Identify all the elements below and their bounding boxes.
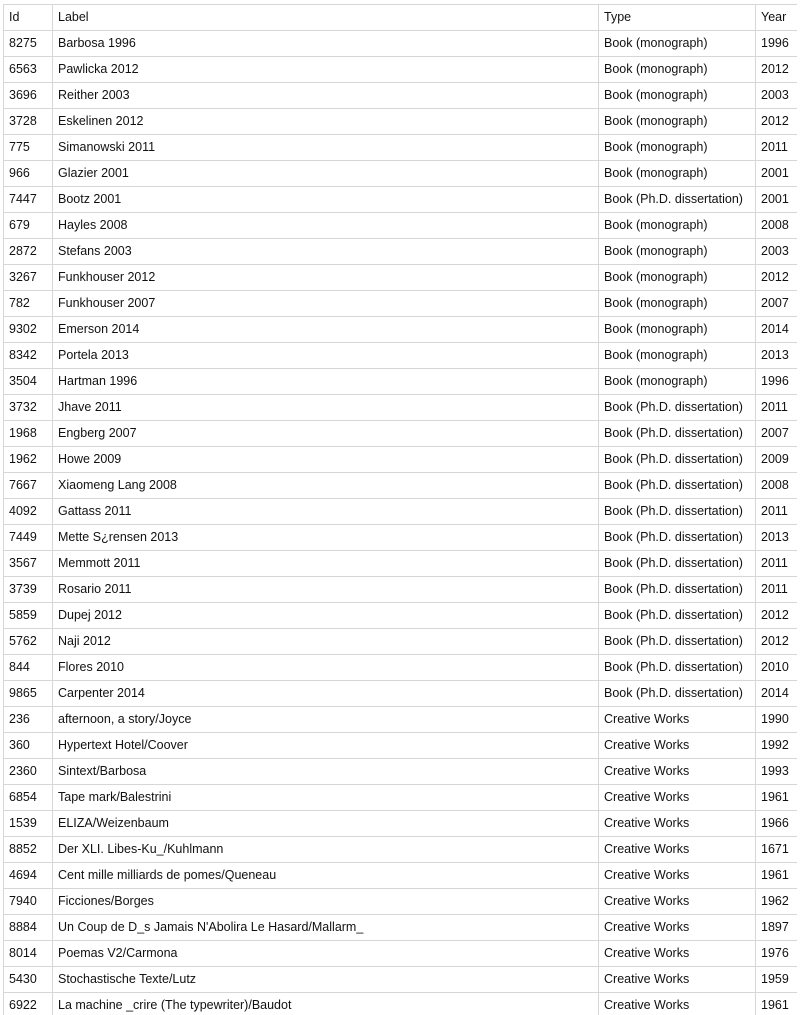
cell-id: 2872 (4, 239, 53, 265)
cell-year: 1959 (756, 967, 798, 993)
cell-type: Book (Ph.D. dissertation) (599, 187, 756, 213)
column-header-type[interactable]: Type (599, 5, 756, 31)
cell-year: 2012 (756, 57, 798, 83)
table-row[interactable] (4, 135, 798, 161)
cell-id: 6854 (4, 785, 53, 811)
cell-year: 1671 (756, 837, 798, 863)
cell-label: Naji 2012 (53, 629, 599, 655)
cell-year: 1990 (756, 707, 798, 733)
table-row[interactable] (4, 629, 798, 655)
cell-type: Creative Works (599, 759, 756, 785)
cell-id: 4092 (4, 499, 53, 525)
table-row[interactable] (4, 941, 798, 967)
cell-year: 1961 (756, 993, 798, 1015)
table-row[interactable] (4, 733, 798, 759)
cell-label: Cent mille milliards de pomes/Queneau (53, 863, 599, 889)
table-row[interactable] (4, 317, 798, 343)
cell-year: 2011 (756, 551, 798, 577)
cell-type: Book (monograph) (599, 213, 756, 239)
cell-type: Creative Works (599, 837, 756, 863)
cell-type: Book (monograph) (599, 317, 756, 343)
table-row[interactable] (4, 57, 798, 83)
table-row[interactable] (4, 369, 798, 395)
table-row[interactable] (4, 785, 798, 811)
column-header-id[interactable]: Id (4, 5, 53, 31)
cell-label: Engberg 2007 (53, 421, 599, 447)
cell-label: Emerson 2014 (53, 317, 599, 343)
cell-year: 2003 (756, 83, 798, 109)
cell-type: Book (Ph.D. dissertation) (599, 603, 756, 629)
cell-type: Book (monograph) (599, 239, 756, 265)
cell-year: 2009 (756, 447, 798, 473)
cell-id: 3732 (4, 395, 53, 421)
data-table (3, 4, 797, 1015)
cell-type: Book (monograph) (599, 161, 756, 187)
table-row[interactable] (4, 993, 798, 1015)
table-row[interactable] (4, 863, 798, 889)
cell-label: Reither 2003 (53, 83, 599, 109)
cell-id: 5762 (4, 629, 53, 655)
cell-label: Simanowski 2011 (53, 135, 599, 161)
cell-year: 2013 (756, 343, 798, 369)
cell-year: 2001 (756, 161, 798, 187)
cell-year: 1992 (756, 733, 798, 759)
cell-year: 2011 (756, 499, 798, 525)
cell-type: Book (Ph.D. dissertation) (599, 655, 756, 681)
cell-type: Creative Works (599, 915, 756, 941)
cell-id: 8014 (4, 941, 53, 967)
cell-year: 2014 (756, 681, 798, 707)
cell-id: 3504 (4, 369, 53, 395)
cell-label: Glazier 2001 (53, 161, 599, 187)
cell-label: Hypertext Hotel/Coover (53, 733, 599, 759)
table-row[interactable] (4, 447, 798, 473)
cell-year: 2014 (756, 317, 798, 343)
cell-type: Book (monograph) (599, 109, 756, 135)
cell-id: 966 (4, 161, 53, 187)
cell-label: Bootz 2001 (53, 187, 599, 213)
cell-label: Poemas V2/Carmona (53, 941, 599, 967)
cell-id: 7667 (4, 473, 53, 499)
cell-year: 1962 (756, 889, 798, 915)
cell-year: 2012 (756, 265, 798, 291)
cell-type: Book (Ph.D. dissertation) (599, 551, 756, 577)
cell-label: Portela 2013 (53, 343, 599, 369)
cell-type: Book (Ph.D. dissertation) (599, 577, 756, 603)
cell-type: Creative Works (599, 733, 756, 759)
cell-type: Book (monograph) (599, 343, 756, 369)
cell-type: Creative Works (599, 889, 756, 915)
cell-year: 1976 (756, 941, 798, 967)
cell-year: 2012 (756, 109, 798, 135)
table-header-row (4, 5, 798, 31)
table-row[interactable] (4, 395, 798, 421)
cell-year: 2012 (756, 603, 798, 629)
cell-type: Creative Works (599, 967, 756, 993)
cell-type: Creative Works (599, 941, 756, 967)
table-row[interactable] (4, 421, 798, 447)
cell-year: 2010 (756, 655, 798, 681)
table-row[interactable] (4, 889, 798, 915)
cell-type: Book (monograph) (599, 57, 756, 83)
cell-id: 4694 (4, 863, 53, 889)
cell-id: 3728 (4, 109, 53, 135)
cell-id: 1539 (4, 811, 53, 837)
cell-id: 9302 (4, 317, 53, 343)
cell-type: Book (monograph) (599, 291, 756, 317)
table-row[interactable] (4, 915, 798, 941)
cell-id: 1962 (4, 447, 53, 473)
cell-label: Hartman 1996 (53, 369, 599, 395)
cell-year: 1961 (756, 863, 798, 889)
cell-id: 8275 (4, 31, 53, 57)
cell-label: Der XLI. Libes-Ku_/Kuhlmann (53, 837, 599, 863)
table-row[interactable] (4, 213, 798, 239)
cell-id: 6563 (4, 57, 53, 83)
table-body (4, 31, 798, 1015)
table-row[interactable] (4, 83, 798, 109)
table-row[interactable] (4, 837, 798, 863)
cell-id: 7940 (4, 889, 53, 915)
cell-year: 1996 (756, 369, 798, 395)
cell-type: Book (Ph.D. dissertation) (599, 395, 756, 421)
cell-year: 2008 (756, 473, 798, 499)
cell-label: Howe 2009 (53, 447, 599, 473)
table-row[interactable] (4, 967, 798, 993)
cell-label: Mette S¿rensen 2013 (53, 525, 599, 551)
cell-id: 9865 (4, 681, 53, 707)
cell-type: Book (monograph) (599, 265, 756, 291)
cell-id: 5859 (4, 603, 53, 629)
cell-year: 2007 (756, 291, 798, 317)
cell-label: Flores 2010 (53, 655, 599, 681)
table-row[interactable] (4, 161, 798, 187)
cell-label: Gattass 2011 (53, 499, 599, 525)
cell-year: 2008 (756, 213, 798, 239)
cell-label: Tape mark/Balestrini (53, 785, 599, 811)
cell-label: Carpenter 2014 (53, 681, 599, 707)
cell-type: Book (Ph.D. dissertation) (599, 473, 756, 499)
cell-type: Creative Works (599, 785, 756, 811)
cell-year: 2011 (756, 395, 798, 421)
cell-type: Book (Ph.D. dissertation) (599, 447, 756, 473)
cell-type: Book (monograph) (599, 83, 756, 109)
cell-id: 1968 (4, 421, 53, 447)
cell-id: 360 (4, 733, 53, 759)
cell-id: 8884 (4, 915, 53, 941)
cell-label: ELIZA/Weizenbaum (53, 811, 599, 837)
cell-label: Un Coup de D_s Jamais N'Abolira Le Hasard/Mallarm_ (53, 915, 599, 941)
cell-id: 7447 (4, 187, 53, 213)
table-row[interactable] (4, 603, 798, 629)
cell-year: 1993 (756, 759, 798, 785)
table-row[interactable] (4, 499, 798, 525)
cell-label: Memmott 2011 (53, 551, 599, 577)
table-row[interactable] (4, 31, 798, 57)
cell-year: 2012 (756, 629, 798, 655)
cell-label: La machine _crire (The typewriter)/Baudot (53, 993, 599, 1015)
cell-label: Pawlicka 2012 (53, 57, 599, 83)
cell-type: Creative Works (599, 707, 756, 733)
cell-type: Creative Works (599, 811, 756, 837)
cell-type: Creative Works (599, 863, 756, 889)
table-row[interactable] (4, 473, 798, 499)
cell-label: Xiaomeng Lang 2008 (53, 473, 599, 499)
table-row[interactable] (4, 291, 798, 317)
cell-label: Eskelinen 2012 (53, 109, 599, 135)
cell-id: 844 (4, 655, 53, 681)
column-header-year[interactable]: Year (756, 5, 798, 31)
cell-id: 7449 (4, 525, 53, 551)
table-row[interactable] (4, 655, 798, 681)
cell-label: Sintext/Barbosa (53, 759, 599, 785)
cell-id: 8852 (4, 837, 53, 863)
cell-label: Stefans 2003 (53, 239, 599, 265)
cell-year: 2011 (756, 577, 798, 603)
cell-type: Book (Ph.D. dissertation) (599, 525, 756, 551)
cell-year: 1996 (756, 31, 798, 57)
cell-id: 3739 (4, 577, 53, 603)
cell-id: 5430 (4, 967, 53, 993)
cell-year: 2007 (756, 421, 798, 447)
table-row[interactable] (4, 811, 798, 837)
cell-id: 3267 (4, 265, 53, 291)
cell-label: Funkhouser 2007 (53, 291, 599, 317)
table-row[interactable] (4, 525, 798, 551)
cell-label: Rosario 2011 (53, 577, 599, 603)
cell-label: Ficciones/Borges (53, 889, 599, 915)
cell-type: Book (Ph.D. dissertation) (599, 499, 756, 525)
cell-type: Book (monograph) (599, 369, 756, 395)
cell-label: Jhave 2011 (53, 395, 599, 421)
cell-type: Creative Works (599, 993, 756, 1015)
cell-year: 1897 (756, 915, 798, 941)
cell-type: Book (Ph.D. dissertation) (599, 421, 756, 447)
cell-label: Barbosa 1996 (53, 31, 599, 57)
table-row[interactable] (4, 109, 798, 135)
cell-year: 2001 (756, 187, 798, 213)
cell-id: 679 (4, 213, 53, 239)
cell-id: 3567 (4, 551, 53, 577)
cell-type: Book (Ph.D. dissertation) (599, 629, 756, 655)
table-row[interactable] (4, 265, 798, 291)
table-row[interactable] (4, 759, 798, 785)
cell-id: 6922 (4, 993, 53, 1015)
cell-label: Dupej 2012 (53, 603, 599, 629)
cell-id: 8342 (4, 343, 53, 369)
cell-id: 3696 (4, 83, 53, 109)
cell-label: Hayles 2008 (53, 213, 599, 239)
cell-year: 2003 (756, 239, 798, 265)
data-table-container (3, 4, 797, 1015)
cell-type: Book (monograph) (599, 135, 756, 161)
table-row[interactable] (4, 681, 798, 707)
cell-year: 1961 (756, 785, 798, 811)
cell-id: 2360 (4, 759, 53, 785)
cell-id: 236 (4, 707, 53, 733)
cell-label: Funkhouser 2012 (53, 265, 599, 291)
cell-label: afternoon, a story/Joyce (53, 707, 599, 733)
table-row[interactable] (4, 187, 798, 213)
cell-year: 2013 (756, 525, 798, 551)
cell-label: Stochastische Texte/Lutz (53, 967, 599, 993)
table-row[interactable] (4, 707, 798, 733)
cell-type: Book (Ph.D. dissertation) (599, 681, 756, 707)
column-header-label[interactable]: Label (53, 5, 599, 31)
cell-year: 1966 (756, 811, 798, 837)
cell-year: 2011 (756, 135, 798, 161)
cell-type: Book (monograph) (599, 31, 756, 57)
cell-id: 775 (4, 135, 53, 161)
table-row[interactable] (4, 577, 798, 603)
cell-id: 782 (4, 291, 53, 317)
table-row[interactable] (4, 239, 798, 265)
table-row[interactable] (4, 343, 798, 369)
table-row[interactable] (4, 551, 798, 577)
